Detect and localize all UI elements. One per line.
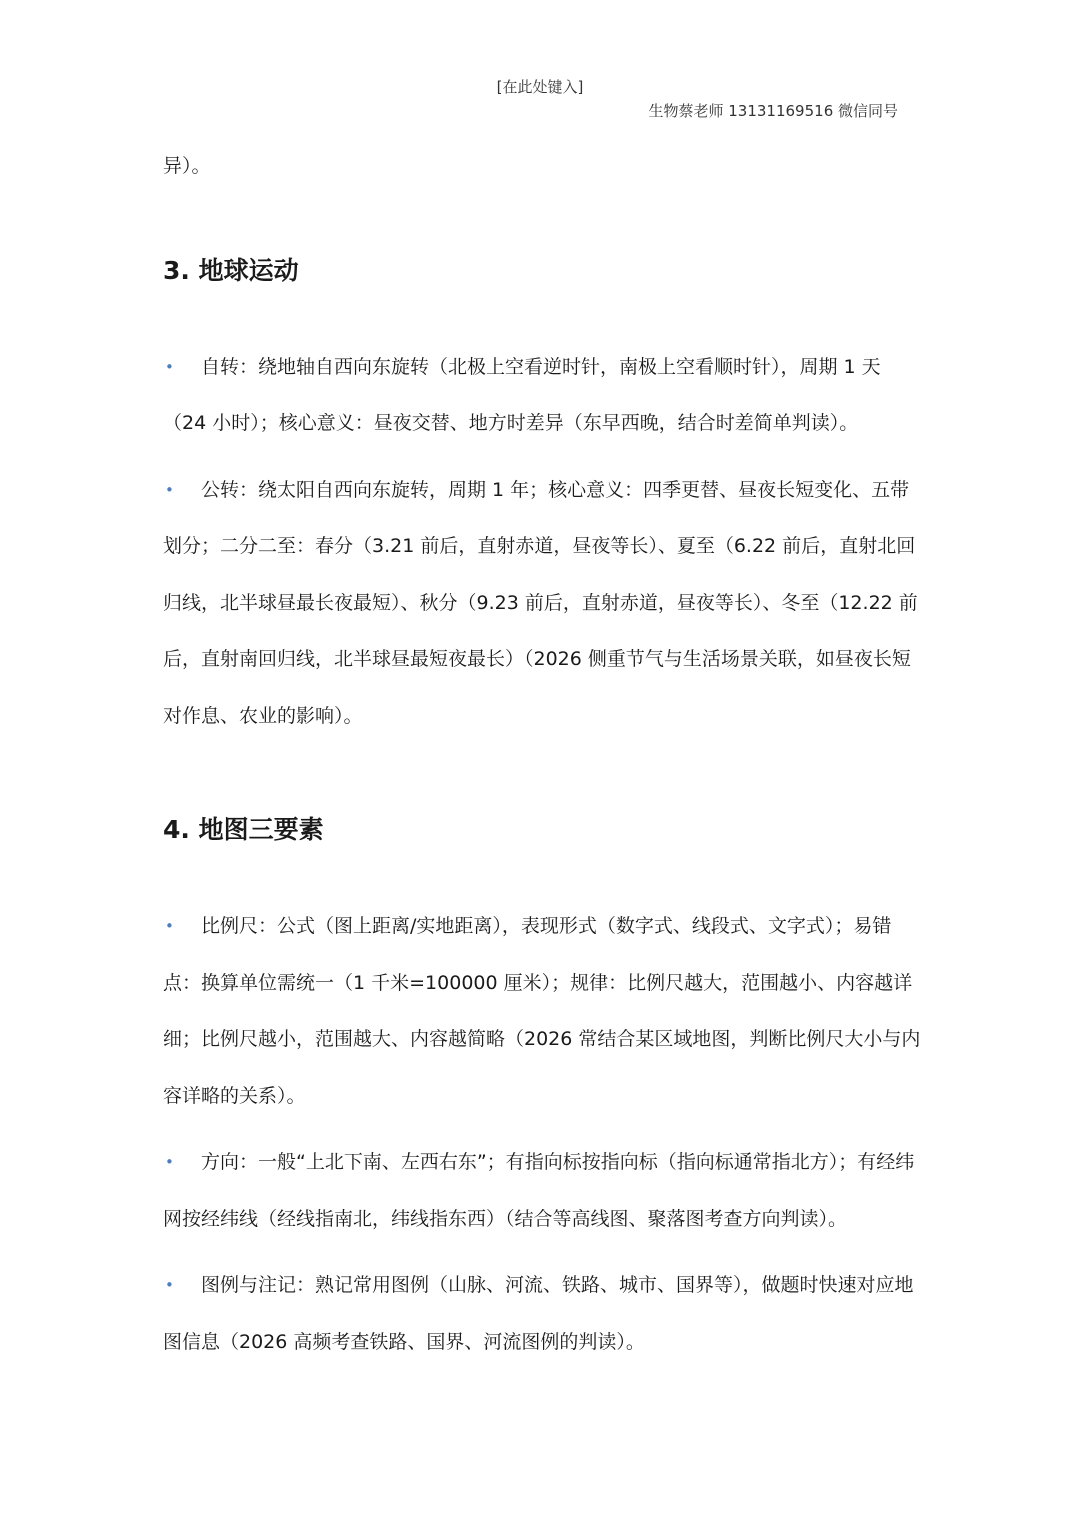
section-heading-map-elements: 4. 地图三要素 — [163, 815, 324, 844]
list-item-text: 方向：一般“上北下南、左西右东”；有指向标按指向标（指向标通常指北方）；有经纬网按经纬线（经线指南北，纬线指东西）（结合等高线图、聚落图考查方向判读）。 — [163, 1151, 915, 1230]
continuation-text: 异）。 — [163, 155, 211, 177]
header-contact: 生物蔡老师 13131169516 微信同号 — [648, 102, 898, 120]
list-item-direction — [163, 1134, 923, 1247]
section-heading-earth-motion: 3. 地球运动 — [163, 255, 299, 285]
bullet-icon: • — [165, 1276, 174, 1294]
list-item-legend — [163, 1257, 923, 1370]
list-item-scale — [163, 898, 923, 1124]
bullet-icon: • — [165, 917, 174, 935]
list-item-revolution — [163, 462, 923, 745]
list-item-text: 比例尺：公式（图上距离/实地距离），表现形式（数字式、线段式、文字式）；易错点：换算单位需统一（1 千米=100000 厘米）；规律：比例尺越大，范围越小、内容越详细；比例尺越小，范围越大、内容越简略（2026 常结合某区域地图，判断比例尺大小与内容详略的关系）。 — [163, 915, 921, 1107]
header-placeholder: [在此处键入] — [496, 78, 584, 96]
list-item-text: 公转：绕太阳自西向东旋转，周期 1 年；核心意义：四季更替、昼夜长短变化、五带划分；二分二至：春分（3.21 前后，直射赤道，昼夜等长）、夏至（6.22 前后，直射北回归线，北半球昼最长夜最短）、秋分（9.23 前后，直射赤道，昼夜等长）、冬至（12.22 前后，直射南回归线，北半球昼最短夜最长）（2026 侧重节气与生活场景关联，如昼夜长短对作息、农业的影响）。 — [163, 478, 918, 727]
bullet-icon: • — [165, 357, 174, 376]
list-item-rotation — [163, 339, 923, 452]
list-item-text: 图例与注记：熟记常用图例（山脉、河流、铁路、城市、国界等），做题时快速对应地图信息（2026 高频考查铁路、国界、河流图例的判读）。 — [163, 1274, 914, 1353]
bullet-icon: • — [165, 1153, 174, 1171]
bullet-icon: • — [165, 480, 174, 499]
document-body — [163, 138, 923, 1380]
list-item-text: 自转：绕地轴自西向东旋转（北极上空看逆时针，南极上空看顺时针），周期 1 天（24 小时）；核心意义：昼夜交替、地方时差异（东早西晚，结合时差简单判读）。 — [163, 355, 881, 434]
